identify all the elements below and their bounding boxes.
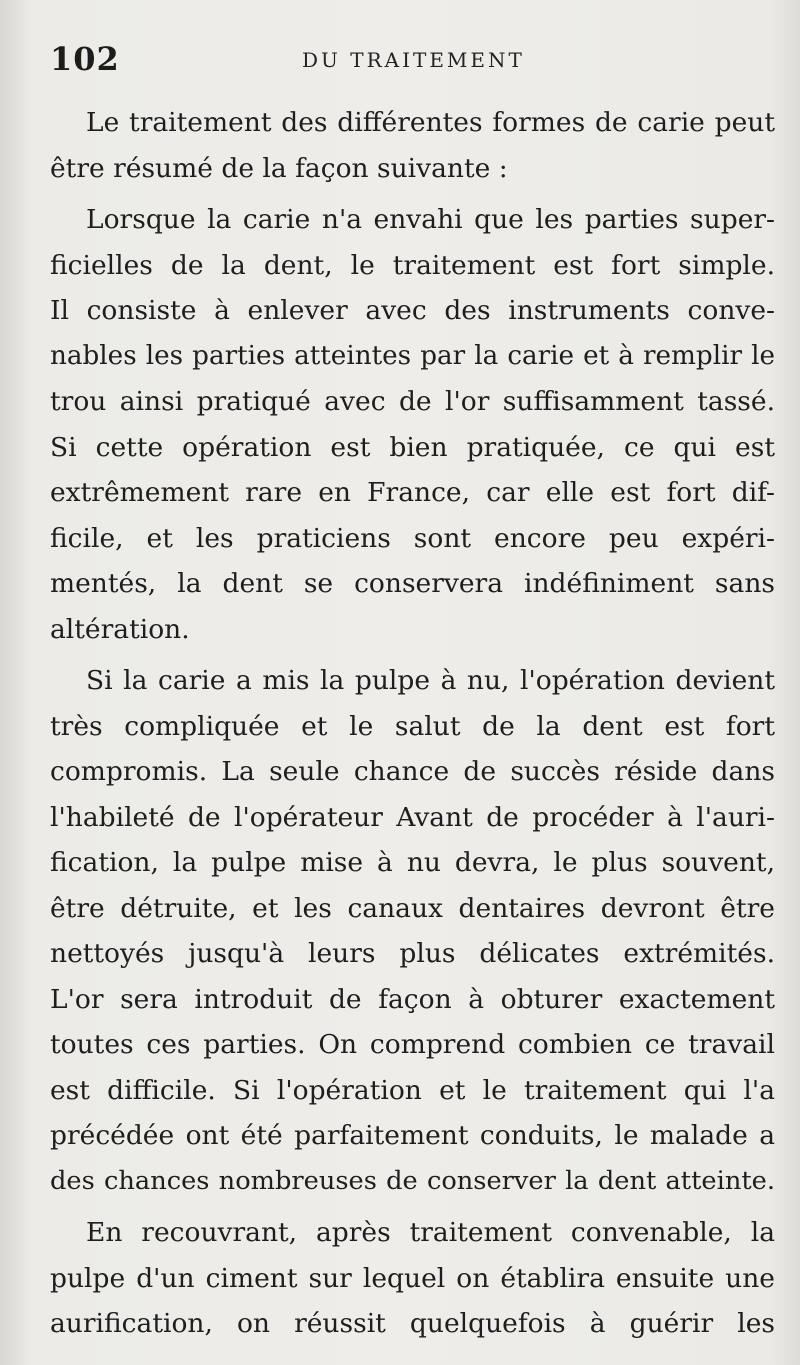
text-line: Il consiste à enlever avec des instruments conve- (50, 295, 775, 326)
text-line: aurification, on réussit quelquefois à guérir les (50, 1308, 775, 1339)
paragraph (50, 1210, 775, 1347)
text-line: est difficile. Si l'opération et le traitement qui l'a (50, 1074, 775, 1106)
text-line: altération. (50, 613, 190, 645)
text-line: précédée ont été parfaitement conduits, le malade a (50, 1120, 775, 1151)
text-line: être résumé de la façon suivante : (50, 152, 508, 184)
text-line: fication, la pulpe mise à nu devra, le plus souvent, (50, 847, 775, 878)
text-line: Si la carie a mis la pulpe à nu, l'opération devient (86, 665, 775, 696)
text-line: très compliquée et le salut de la dent est fort (50, 710, 775, 742)
page-header (50, 40, 770, 88)
page-number: 102 (50, 40, 120, 78)
text-line: ficielles de la dent, le traitement est fort simple. (50, 249, 775, 281)
text-line: des chances nombreuses de conserver la dent atteinte. (50, 1165, 775, 1196)
running-head: DU TRAITEMENT (302, 48, 525, 72)
text-line: toutes ces parties. On comprend combien ce travail (50, 1029, 775, 1060)
text-line: Le traitement des différentes formes de carie peut (86, 107, 775, 138)
text-line: l'habileté de l'opérateur Avant de procéder à l'auri- (50, 801, 775, 833)
text-line: être détruite, et les canaux dentaires devront être (50, 892, 775, 924)
paragraph (50, 197, 775, 652)
text-line: trou ainsi pratiqué avec de l'or suffisamment tassé. (50, 386, 775, 417)
page-body (50, 100, 775, 1353)
text-line: compromis. La seule chance de succès réside dans (50, 756, 775, 787)
text-line: En recouvrant, après traitement convenable, la (86, 1217, 775, 1248)
text-line: nables les parties atteintes par la carie et à remplir le (50, 340, 775, 371)
paragraph (50, 100, 775, 191)
text-line: mentés, la dent se conservera indéfiniment sans (50, 568, 775, 599)
text-line: L'or sera introduit de façon à obturer exactement (50, 983, 775, 1015)
text-line: pulpe d'un ciment sur lequel on établira ensuite une (50, 1262, 775, 1294)
text-line: nettoyés jusqu'à leurs plus délicates extrémités. (50, 938, 775, 969)
text-line: Si cette opération est bien pratiquée, ce qui est (50, 431, 775, 463)
paragraph (50, 658, 775, 1204)
text-line: extrêmement rare en France, car elle est fort dif- (50, 477, 775, 508)
text-line: Lorsque la carie n'a envahi que les parties super- (86, 204, 775, 235)
text-line: ficile, et les praticiens sont encore peu expéri- (50, 522, 775, 554)
